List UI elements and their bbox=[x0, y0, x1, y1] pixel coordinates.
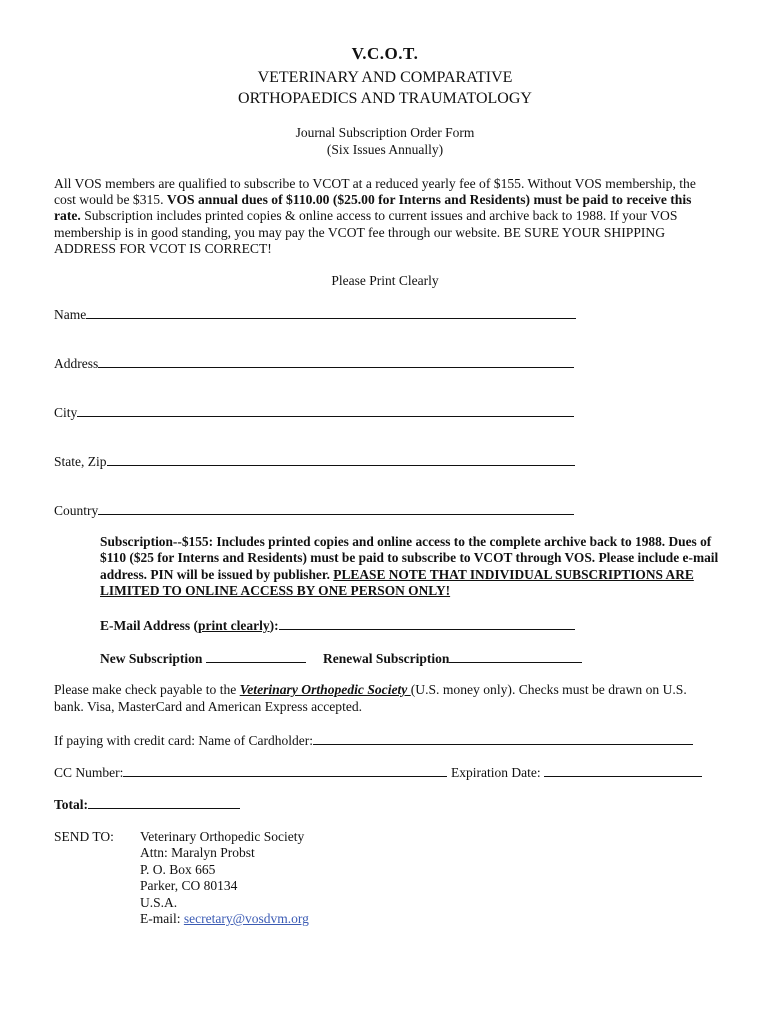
address-org: Veterinary Orthopedic Society bbox=[140, 829, 305, 844]
expiration-date-label: Expiration Date: bbox=[451, 765, 544, 780]
state-zip-field[interactable] bbox=[54, 453, 575, 471]
country-blank[interactable] bbox=[98, 502, 574, 515]
expiration-date-field[interactable] bbox=[451, 764, 702, 782]
intro-text-2: Subscription includes printed copies & online access to current issues and archive back to 1988. If your VOS membership is in good standing, you may pay the VCOT fee through our website. BE SURE YOUR SHIPPING ADDRESS FOR VCOT IS CORRECT! bbox=[54, 208, 678, 256]
new-subscription-label: New Subscription bbox=[100, 651, 206, 666]
email-blank[interactable] bbox=[279, 617, 575, 630]
name-label: Name bbox=[54, 307, 87, 322]
check-payment-instructions bbox=[54, 682, 716, 715]
mailing-address bbox=[140, 829, 309, 927]
address-field[interactable] bbox=[54, 355, 574, 373]
print-clearly-note: Please Print Clearly bbox=[331, 273, 439, 288]
name-field[interactable] bbox=[54, 306, 576, 324]
journal-title-line-1: VETERINARY AND COMPARATIVE bbox=[257, 69, 513, 86]
city-field[interactable] bbox=[54, 404, 574, 422]
address-city-line: Parker, CO 80134 bbox=[140, 878, 238, 894]
email-label-print-clearly: print clearly bbox=[198, 618, 270, 633]
new-subscription-blank[interactable] bbox=[206, 650, 306, 663]
address-po-box: P. O. Box 665 bbox=[140, 861, 216, 877]
intro-text-1: All VOS members are qualified to subscribe to VCOT at a reduced yearly fee of $155. Without VOS membership, the cost would be $315. bbox=[54, 176, 696, 208]
cc-number-blank[interactable] bbox=[123, 764, 447, 777]
email-label-post: ): bbox=[269, 618, 279, 633]
individual-access-notice: PLEASE NOTE THAT INDIVIDUAL SUBSCRIPTIONS ARE LIMITED TO ONLINE ACCESS BY ONE PERSON ONLY! bbox=[100, 566, 694, 598]
address-label: Address bbox=[54, 356, 99, 371]
journal-title-line-2: ORTHOPAEDICS AND TRAUMATOLOGY bbox=[238, 90, 532, 107]
address-email-line bbox=[140, 911, 309, 927]
new-subscription-field[interactable] bbox=[100, 650, 306, 668]
state-zip-label: State, Zip bbox=[54, 454, 107, 469]
check-text-pre: Please make check payable to the bbox=[54, 682, 240, 697]
subscription-terms bbox=[100, 534, 720, 599]
city-blank[interactable] bbox=[77, 404, 574, 417]
renewal-subscription-blank[interactable] bbox=[449, 650, 582, 663]
payee-name: Veterinary Orthopedic Society bbox=[239, 682, 411, 697]
intro-dues-requirement: VOS annual dues of $110.00 ($25.00 for Interns and Residents) must be paid to receive this rate. bbox=[54, 192, 692, 224]
check-text-post: (U.S. money only). Checks must be drawn on U.S. bank. Visa, MasterCard and American Express accepted. bbox=[54, 682, 687, 714]
address-blank[interactable] bbox=[98, 355, 574, 368]
form-name: Journal Subscription Order Form bbox=[295, 125, 475, 140]
email-contact-link[interactable]: secretary@vosdvm.org bbox=[183, 911, 309, 927]
country-label: Country bbox=[54, 503, 99, 518]
cardholder-field[interactable] bbox=[54, 732, 693, 750]
expiration-date-blank[interactable] bbox=[544, 764, 702, 777]
total-label: Total: bbox=[54, 797, 89, 812]
total-blank[interactable] bbox=[88, 796, 240, 809]
country-field[interactable] bbox=[54, 502, 574, 520]
send-to-label: SEND TO: bbox=[54, 829, 114, 844]
journal-acronym: V.C.O.T. bbox=[351, 44, 419, 63]
email-contact-label: E-mail: bbox=[140, 911, 184, 927]
cardholder-label: If paying with credit card: Name of Cardholder: bbox=[54, 733, 314, 748]
address-country: U.S.A. bbox=[140, 894, 178, 910]
cc-number-label: CC Number: bbox=[54, 765, 124, 780]
intro-paragraph bbox=[54, 176, 716, 257]
total-field[interactable] bbox=[54, 796, 240, 814]
renewal-subscription-field[interactable] bbox=[323, 650, 582, 668]
email-field[interactable] bbox=[100, 617, 575, 635]
subscription-text: Subscription--$155: Includes printed copies and online access to the complete archive back to 1988. Dues of $110 ($25 for Interns and Residents) must be paid to subscribe to VCOT through VOS. Please include e-mail address. PIN will be issued by publisher. bbox=[100, 534, 719, 582]
issues-per-year: (Six Issues Annually) bbox=[326, 142, 444, 157]
email-label-pre: E-Mail Address ( bbox=[100, 618, 199, 633]
cc-number-field[interactable] bbox=[54, 764, 447, 782]
state-zip-blank[interactable] bbox=[107, 453, 575, 466]
name-blank[interactable] bbox=[86, 306, 576, 319]
renewal-subscription-label: Renewal Subscription bbox=[323, 651, 450, 666]
cardholder-blank[interactable] bbox=[313, 732, 693, 745]
city-label: City bbox=[54, 405, 78, 420]
address-attn: Attn: Maralyn Probst bbox=[140, 845, 255, 861]
